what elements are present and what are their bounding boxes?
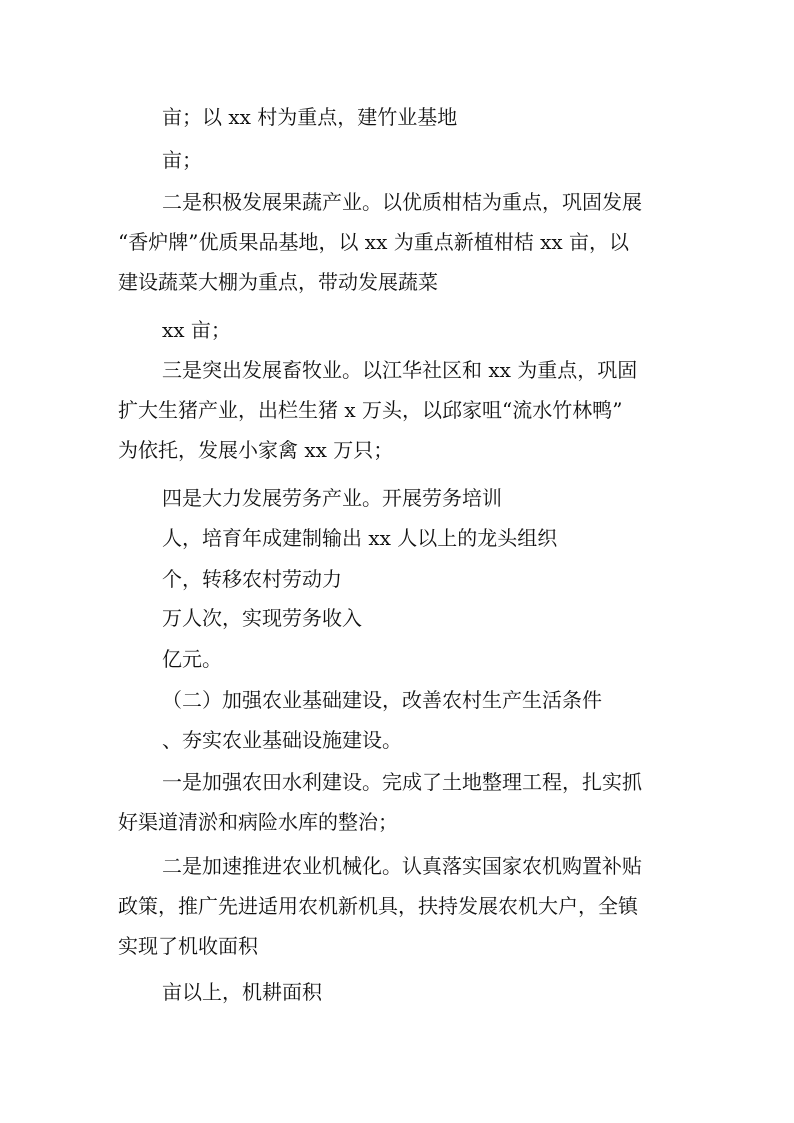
paragraph-labor: [118, 478, 688, 518]
paragraph-bamboo-base: [118, 97, 688, 137]
text-line: 政策，推广先进适用农机新机具，扶持发展农机大户，全镇: [118, 894, 638, 918]
text-line: 好渠道清淤和病险水库的整治；: [118, 810, 398, 834]
text-line: 亩；: [162, 148, 202, 172]
text-line: 个，转移农村劳动力: [162, 567, 342, 591]
paragraph-yi-yuan: [118, 639, 688, 679]
text-line: xx 亩；: [162, 318, 231, 342]
text-line: 、夯实农业基础设施建设。: [162, 728, 402, 752]
text-line: 万人次，实现劳务收入: [162, 606, 362, 630]
text-line: 扩大生猪产业，出栏生猪 x 万头，以邱家咀“流水竹林鸭”: [118, 398, 623, 422]
paragraph-training: [118, 518, 688, 558]
text-line: 亩；以 xx 村为重点，建竹业基地: [162, 105, 458, 129]
section-heading: [118, 680, 688, 720]
text-line: 建设蔬菜大棚为重点，带动发展蔬菜: [118, 270, 438, 294]
paragraph-infrastructure: [118, 720, 688, 760]
text-line: 实现了机收面积: [118, 934, 258, 958]
paragraph-plowing: [118, 972, 688, 1012]
text-line: 亿元。: [162, 647, 222, 671]
text-line: 人，培育年成建制输出 xx 人以上的龙头组织: [162, 526, 558, 550]
text-line: 亩以上，机耕面积: [162, 980, 322, 1004]
paragraph-xx-mu: [118, 310, 688, 350]
paragraph-mechanization: [118, 846, 688, 966]
text-line: （二）加强农业基础建设，改善农村生产生活条件: [162, 688, 602, 712]
text-line: 二是积极发展果蔬产业。以优质柑桔为重点，巩固发展: [162, 190, 642, 214]
paragraph-livestock: [118, 350, 688, 470]
paragraph-fruit-vegetable: [118, 182, 688, 302]
text-line: 二是加速推进农业机械化。认真落实国家农机购置补贴: [162, 854, 642, 878]
text-line: 一是加强农田水利建设。完成了土地整理工程，扎实抓: [162, 770, 642, 794]
text-line: 四是大力发展劳务产业。开展劳务培训: [162, 486, 502, 510]
text-line: 三是突出发展畜牧业。以江华社区和 xx 为重点，巩固: [162, 358, 638, 382]
paragraph-transfer: [118, 559, 688, 599]
paragraph-irrigation: [118, 762, 688, 842]
text-line: 为依托，发展小家禽 xx 万只；: [118, 438, 394, 462]
text-line: “香炉牌”优质果品基地，以 xx 为重点新植柑桔 xx 亩，以: [118, 230, 629, 254]
paragraph-income: [118, 598, 688, 638]
paragraph-mu: [118, 140, 688, 180]
